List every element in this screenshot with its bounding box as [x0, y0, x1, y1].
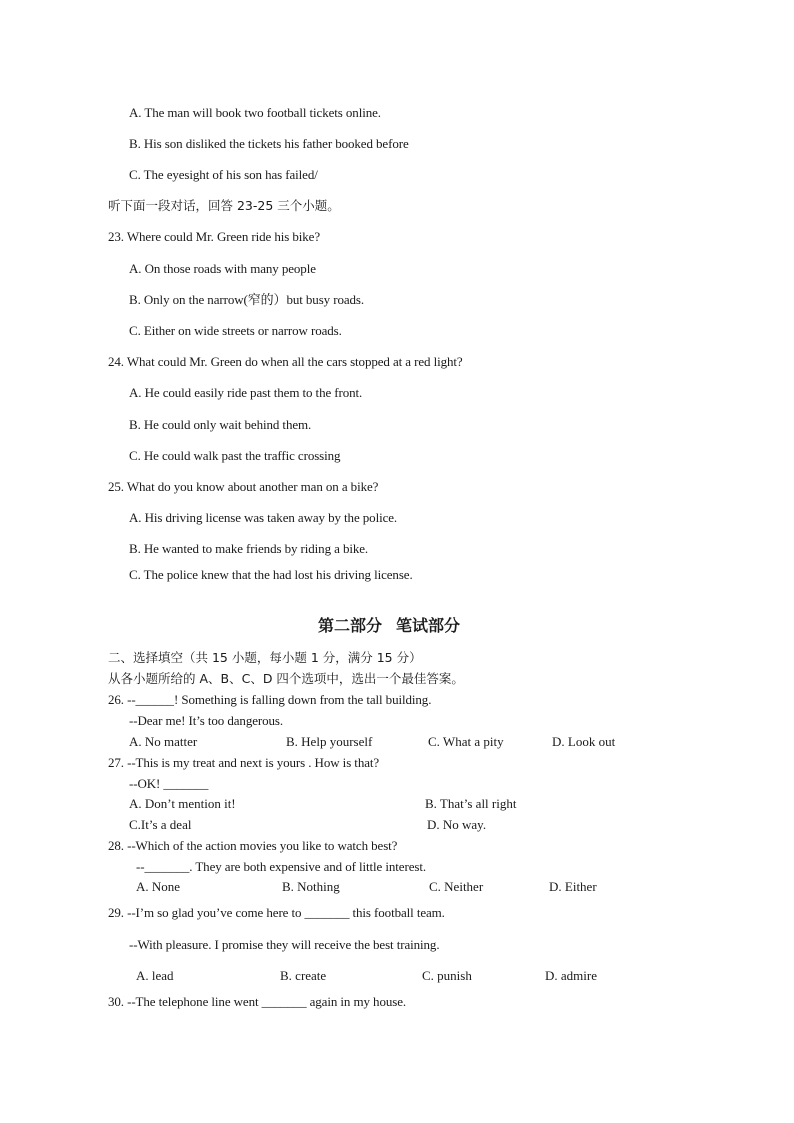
q28-option-a: A. None	[136, 879, 181, 894]
q23-option-b: B. Only on the narrow(窄的）but busy roads.	[129, 292, 365, 307]
q29-option-a: A. lead	[136, 968, 174, 983]
q28-option-d: D. Either	[549, 879, 597, 894]
q25-option-a: A. His driving license was taken away by the police.	[129, 510, 398, 525]
instruction-23-25: 听下面一段对话，回答 23-25 三个小题。	[108, 198, 340, 213]
q23-stem: 23. Where could Mr. Green ride his bike?	[108, 229, 320, 244]
q27-option-d: D. No way.	[427, 817, 487, 832]
q26-line2: --Dear me! It’s too dangerous.	[129, 713, 284, 728]
q29-option-c: C. punish	[422, 968, 472, 983]
q26-option-b: B. Help yourself	[286, 734, 373, 749]
q27-line2: --OK! _______	[129, 776, 209, 791]
q24-stem: 24. What could Mr. Green do when all the cars stopped at a red light?	[108, 354, 463, 369]
q24-option-c: C. He could walk past the traffic crossing	[129, 448, 341, 463]
q25-option-c: C. The police knew that the had lost his driving license.	[129, 567, 413, 582]
q28-line2: --_______. They are both expensive and of little interest.	[136, 859, 426, 874]
q29-option-b: B. create	[280, 968, 327, 983]
q26-option-c: C. What a pity	[428, 734, 504, 749]
part2-title	[318, 616, 460, 636]
q27-option-b: B. That’s all right	[425, 796, 517, 811]
q26-line1: 26. --______! Something is falling down from the tall building.	[108, 692, 432, 707]
section-instruction: 从各小题所给的 A、B、C、D 四个选项中，选出一个最佳答案。	[108, 671, 464, 686]
part2-title-left: 第二部分	[318, 616, 383, 635]
q27-option-c: C.It’s a deal	[129, 817, 192, 832]
q29-option-d: D. admire	[545, 968, 597, 983]
q22-option-c: C. The eyesight of his son has failed/	[129, 167, 318, 182]
part2-title-right: 笔试部分	[396, 616, 461, 635]
q26-option-d: D. Look out	[552, 734, 616, 749]
q28-option-b: B. Nothing	[282, 879, 340, 894]
q22-option-b: B. His son disliked the tickets his father booked before	[129, 136, 409, 151]
q27-line1: 27. --This is my treat and next is yours . How is that?	[108, 755, 380, 770]
q28-option-c: C. Neither	[429, 879, 484, 894]
q24-option-a: A. He could easily ride past them to the front.	[129, 385, 363, 400]
q29-line1: 29. --I’m so glad you’ve come here to _______ this football team.	[108, 905, 445, 920]
q23-option-c: C. Either on wide streets or narrow roads.	[129, 323, 342, 338]
q30-line1: 30. --The telephone line went _______ again in my house.	[108, 994, 407, 1009]
section-heading: 二、选择填空（共 15 小题，每小题 1 分，满分 15 分）	[108, 650, 422, 665]
q28-line1: 28. --Which of the action movies you like to watch best?	[108, 838, 398, 853]
q24-option-b: B. He could only wait behind them.	[129, 417, 312, 432]
q25-stem: 25. What do you know about another man on a bike?	[108, 479, 379, 494]
q26-option-a: A. No matter	[129, 734, 198, 749]
q27-option-a: A. Don’t mention it!	[129, 796, 236, 811]
q22-option-a: A. The man will book two football tickets online.	[129, 105, 381, 120]
q29-line2: --With pleasure. I promise they will receive the best training.	[129, 937, 440, 952]
q25-option-b: B. He wanted to make friends by riding a bike.	[129, 541, 369, 556]
q23-option-a: A. On those roads with many people	[129, 261, 316, 276]
